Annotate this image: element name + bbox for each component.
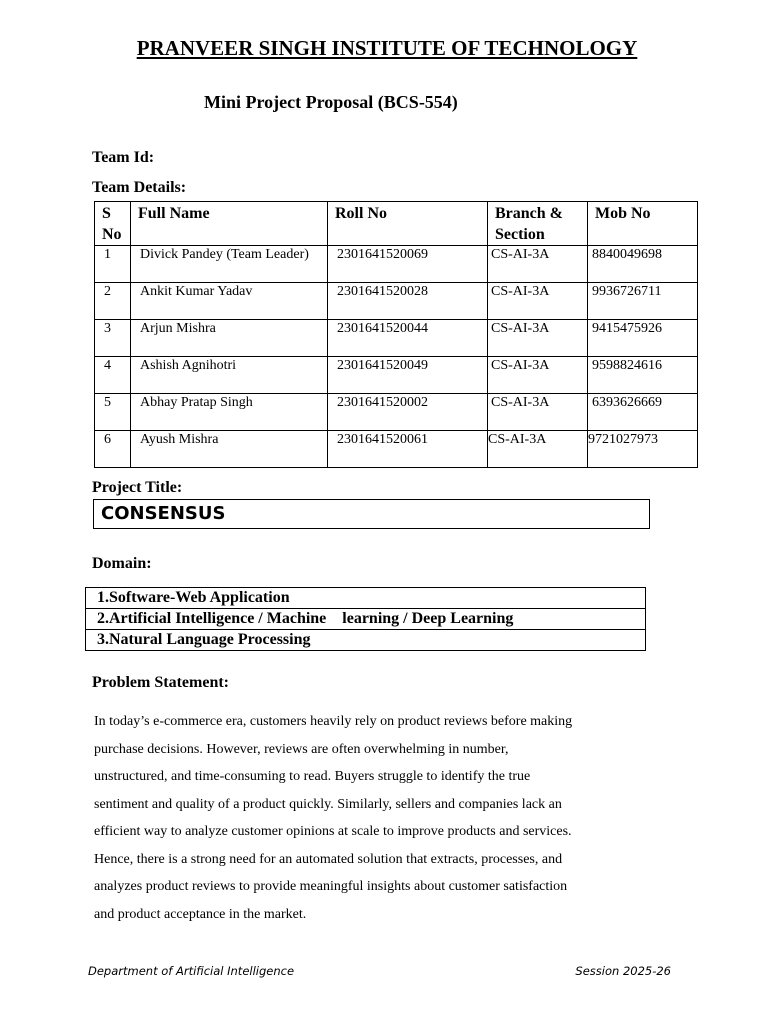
table-row	[95, 431, 698, 468]
problem-statement-line: In today’s e-commerce era, customers heavily rely on product reviews before making	[94, 714, 573, 729]
table-row	[95, 357, 698, 394]
cell-roll-no: 2301641520049	[328, 357, 488, 394]
cell-s-no: 5	[95, 394, 131, 431]
table-row	[95, 394, 698, 431]
cell-full-name: Arjun Mishra	[131, 320, 328, 357]
domain-item: 2.Artificial Intelligence / Machine learning / Deep Learning	[86, 609, 646, 630]
problem-statement-line: analyzes product reviews to provide meaningful insights about customer satisfaction	[94, 879, 568, 894]
cell-full-name: Ayush Mishra	[131, 431, 328, 468]
footer-department: Department of Artificial Intelligence	[88, 964, 295, 978]
cell-branch-section: CS-AI-3A	[488, 246, 588, 283]
cell-s-no: 1	[95, 246, 131, 283]
domain-label: Domain:	[92, 555, 152, 572]
institute-title: PRANVEER SINGH INSTITUTE OF TECHNOLOGY	[136, 36, 638, 60]
cell-mob-no: 8840049698	[588, 246, 698, 283]
cell-branch-section: CS-AI-3A	[488, 320, 588, 357]
domain-table	[85, 587, 646, 651]
cell-branch-section: CS-AI-3A	[488, 431, 588, 468]
project-title-value: CONSENSUS	[101, 503, 226, 524]
cell-roll-no: 2301641520069	[328, 246, 488, 283]
cell-full-name: Divick Pandey (Team Leader)	[131, 246, 328, 283]
team-details-label: Team Details:	[92, 179, 187, 196]
problem-statement-line: purchase decisions. However, reviews are often overwhelming in number,	[94, 741, 509, 757]
cell-roll-no: 2301641520061	[328, 431, 488, 468]
team-table-header-row	[95, 202, 698, 246]
cell-branch-section: CS-AI-3A	[488, 394, 588, 431]
problem-statement-line: unstructured, and time-consuming to read. Buyers struggle to identify the true	[94, 769, 531, 784]
header-roll-no: Roll No	[328, 202, 488, 246]
problem-statement-label: Problem Statement:	[92, 674, 229, 691]
team-table	[94, 201, 698, 468]
header-full-name: Full Name	[131, 202, 328, 246]
document-subtitle: Mini Project Proposal (BCS-554)	[204, 92, 458, 112]
cell-mob-no: 9721027973	[588, 431, 698, 468]
problem-statement-line: efficient way to analyze customer opinions at scale to improve products and services.	[94, 824, 572, 839]
cell-mob-no: 9415475926	[588, 320, 698, 357]
cell-full-name: Ankit Kumar Yadav	[131, 283, 328, 320]
domain-row	[86, 609, 646, 630]
cell-s-no: 3	[95, 320, 131, 357]
cell-full-name: Ashish Agnihotri	[131, 357, 328, 394]
cell-mob-no: 6393626669	[588, 394, 698, 431]
domain-row	[86, 588, 646, 609]
footer-session: Session 2025-26	[575, 964, 671, 978]
table-row	[95, 246, 698, 283]
problem-statement-text	[94, 708, 654, 928]
cell-s-no: 6	[95, 431, 131, 468]
cell-s-no: 4	[95, 357, 131, 394]
cell-branch-section: CS-AI-3A	[488, 283, 588, 320]
domain-item: 1.Software-Web Application	[86, 588, 646, 609]
problem-statement-line: Hence, there is a strong need for an automated solution that extracts, processes, and	[94, 851, 563, 867]
problem-statement-line: and product acceptance in the market.	[94, 906, 307, 922]
cell-mob-no: 9936726711	[588, 283, 698, 320]
table-row	[95, 320, 698, 357]
problem-statement-line: sentiment and quality of a product quickly. Similarly, sellers and companies lack an	[94, 796, 562, 812]
cell-mob-no: 9598824616	[588, 357, 698, 394]
header-branch-section: Branch & Section	[488, 202, 588, 246]
cell-roll-no: 2301641520002	[328, 394, 488, 431]
header-s-no: S No	[95, 202, 131, 246]
cell-branch-section: CS-AI-3A	[488, 357, 588, 394]
project-title-box	[93, 499, 650, 529]
table-row	[95, 283, 698, 320]
cell-roll-no: 2301641520044	[328, 320, 488, 357]
domain-item: 3.Natural Language Processing	[86, 630, 646, 651]
cell-roll-no: 2301641520028	[328, 283, 488, 320]
team-id-label: Team Id:	[92, 149, 155, 166]
header-mob-no: Mob No	[588, 202, 698, 246]
cell-full-name: Abhay Pratap Singh	[131, 394, 328, 431]
domain-row	[86, 630, 646, 651]
cell-s-no: 2	[95, 283, 131, 320]
project-title-label: Project Title:	[92, 479, 183, 496]
